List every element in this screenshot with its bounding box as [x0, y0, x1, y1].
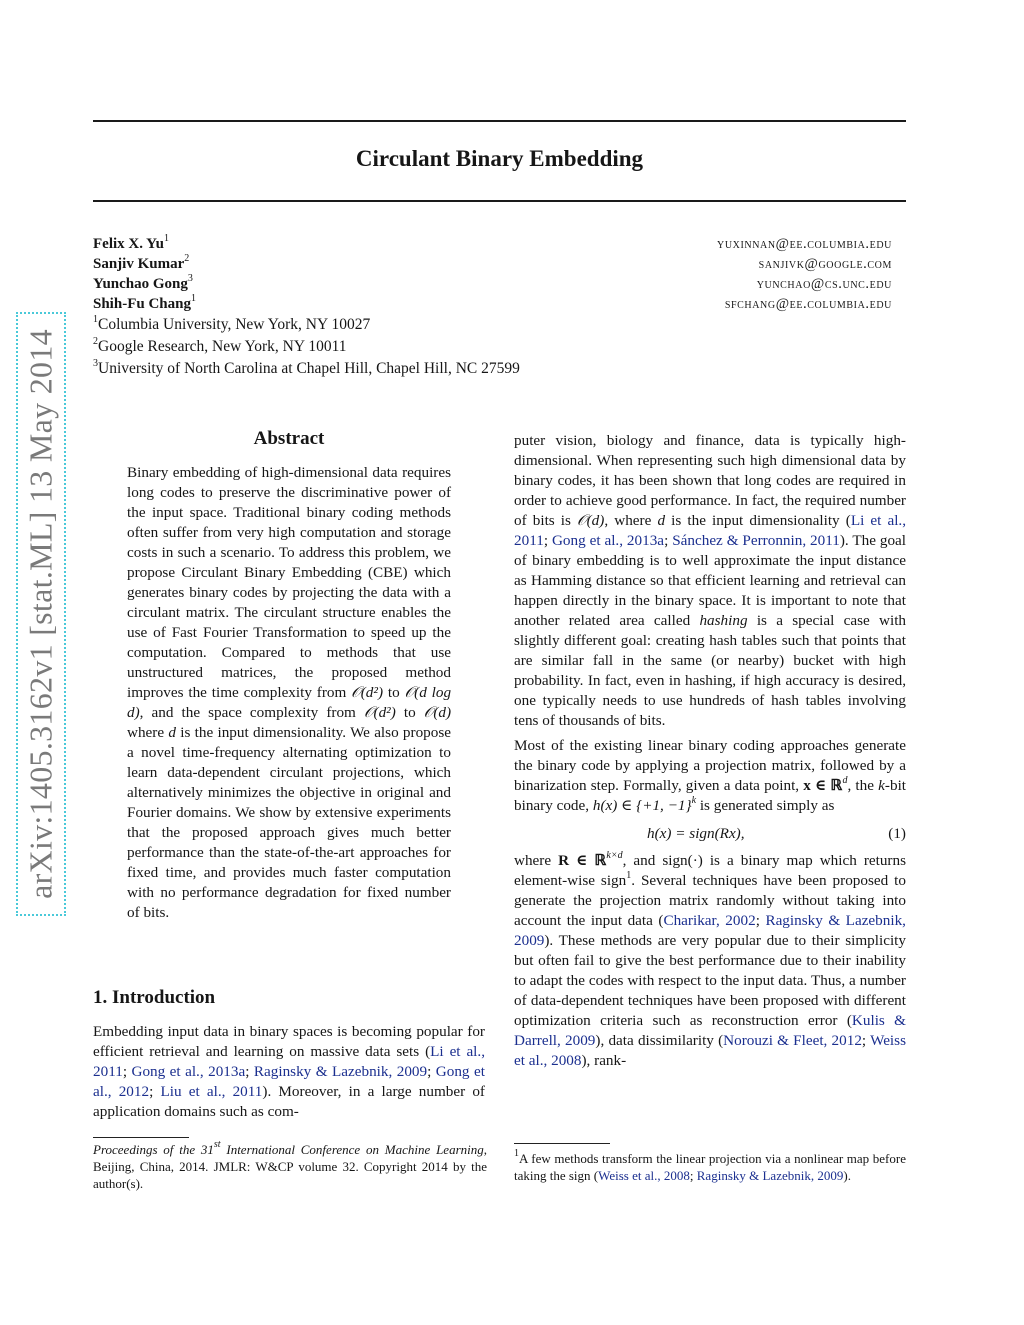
affiliation-sup: 3	[93, 358, 98, 369]
citation-link[interactable]: Weiss et al., 2008	[514, 1032, 906, 1069]
author-sup: 1	[163, 233, 169, 244]
math-sup: d	[842, 775, 848, 786]
body-text: . Several techniques have been proposed to generate the projection matrix randomly without taking into account the input data (	[514, 872, 906, 929]
body-text: is generated simply as	[699, 797, 835, 814]
abstract-text: Binary embedding of high-dimensional data requires long codes to preserve the discriminative power of the input space. Traditional binary coding methods often suffer from very high computation and storage costs in such a scenario. To address this problem, we propose Circulant Binary Embedding (CBE) which generates binary codes by projecting the data with a circulant matrix. The circulant structure enables the use of Fast Fourier Transformation to speed up the computation. Compared to methods that use unstructured matrices, the proposed method improves the time complexity from	[127, 464, 451, 701]
equation-body: h(x) = sign(Rx),	[647, 825, 745, 842]
footnote-marker[interactable]: 1	[626, 870, 632, 881]
title-top-rule	[93, 120, 906, 122]
math-expr: 𝒪(d)	[423, 704, 452, 721]
section-heading: 1. Introduction	[93, 987, 216, 1008]
affiliation-text: Columbia University, New York, NY 10027	[98, 316, 371, 333]
footnote-1: $^1$A few methods transform the linear projection via a nonlinear map before taking the sign (Weiss et al., 2008; Raginsky & Lazebnik, 2009).	[514, 1148, 906, 1183]
author-block	[93, 234, 906, 380]
title-bottom-rule	[93, 200, 906, 202]
abstract-text: to	[387, 684, 400, 701]
abstract-text: where	[127, 724, 165, 741]
body-text: , and sign(·) is a binary map which returns element-wise sign	[514, 852, 906, 889]
citation-link[interactable]: Raginsky & Lazebnik, 2009	[253, 1063, 428, 1080]
citation-link[interactable]: Raginsky & Lazebnik, 2009	[514, 912, 906, 949]
equation-number: (1)	[888, 825, 906, 842]
author-name: Felix X. Yu	[93, 236, 164, 252]
paragraph: where R ∈ ℝ$^{k\times d}$, and sign(·) is a binary map which returns element-wise sign$^1$. Several techniques have been proposed to generate the projection matrix randomly without taking into account the input data (Charikar, 2002; Raginsky & Lazebnik, 2009). These methods are very popular due to their simplicity but often fail to give the best performance due to their inability to adapt the codes with respect to the input data. Thus, a number of data-dependent techniques have been proposed with different optimization criteria such as reconstruction error (Kulis & Darrell, 2009), data dissimilarity (Norouzi & Fleet, 2012; Weiss et al., 2008), rank-	[514, 850, 906, 1069]
author-row	[93, 294, 906, 314]
math-expr: k	[878, 777, 885, 794]
paper-title: Circulant Binary Embedding	[355, 146, 644, 171]
affiliation-text: University of North Carolina at Chapel Hill, Chapel Hill, NC 27599	[98, 360, 520, 377]
abstract-text: , and the space complexity from	[139, 704, 356, 721]
author-sup: 1	[190, 293, 196, 304]
footnote-rule	[93, 1137, 189, 1138]
author-email[interactable]: sfchang@ee.columbia.edu	[724, 296, 892, 312]
body-text: -bit binary code,	[514, 777, 907, 814]
citation-link[interactable]: Norouzi & Fleet, 2012	[723, 1032, 862, 1049]
abstract-heading: Abstract	[253, 428, 325, 449]
footnote-text: ).	[843, 1168, 851, 1183]
abstract-text: to	[403, 704, 416, 721]
body-text: is a special case with slightly different goal: creating hash tables such that points that are similar fall in the same (or nearby) bucket with high probability. In fact, even in hashing, if high accuracy is desired, one typically needs to use hundreds of hash tables involving tens of thousands of bits.	[514, 612, 907, 729]
intro-text: ). Moreover, in a large number of application domains such as com-	[93, 1083, 485, 1120]
body-text: Most of the existing linear binary coding approaches generate the binary code by applying a projection matrix, followed by a binarization step. Formally, given a data point,	[514, 737, 906, 794]
author-email[interactable]: yuxinnan@ee.columbia.edu	[717, 236, 892, 252]
citation-link[interactable]: Gong et al., 2013a	[551, 532, 665, 549]
citation-link[interactable]: Charikar, 2002	[663, 912, 756, 929]
citation-link[interactable]: Gong et al., 2013a	[131, 1063, 246, 1080]
author-name: Yunchao Gong	[93, 276, 188, 292]
author-sup: 3	[187, 273, 193, 284]
affiliation	[93, 314, 906, 336]
author-sup: 2	[184, 253, 190, 264]
math-expr: h(x) ∈ {+1, −1}	[592, 797, 692, 814]
body-text: , the	[847, 777, 874, 794]
math-sup: k	[691, 795, 697, 806]
author-email[interactable]: yunchao@cs.unc.edu	[756, 276, 892, 292]
citation-link[interactable]: Weiss et al., 2008	[598, 1168, 690, 1183]
author-name: Sanjiv Kumar	[93, 256, 185, 272]
citation-link[interactable]: Liu et al., 2011	[160, 1083, 263, 1100]
proceedings-footnote	[93, 1141, 487, 1192]
citation-link[interactable]: Li et al., 2011	[93, 1043, 485, 1080]
footnote-text: , Beijing, China, 2014. JMLR: W&CP volume 32. Copyright 2014 by the author(s).	[93, 1142, 487, 1191]
body-text: ), rank-	[581, 1052, 627, 1069]
emphasis-text: hashing	[699, 612, 748, 629]
body-text: ). The goal of binary embedding is to well approximate the input distance as Hamming distance so that efficient learning and retrieval can happen directly in the binary space. It is important to note that another related area called	[514, 532, 906, 629]
footnote-text: International Conference on Machine Learning	[226, 1142, 484, 1157]
citation-link[interactable]: Sánchez & Perronnin, 2011	[672, 532, 840, 549]
affiliation-sup: 1	[93, 314, 98, 325]
citation-link[interactable]: Kulis & Darrell, 2009	[514, 1012, 906, 1049]
affiliation	[93, 336, 906, 358]
affiliation-sup: 2	[93, 336, 98, 347]
math-expr: x ∈ ℝ	[803, 777, 843, 794]
intro-text: Embedding input data in binary spaces is becoming popular for efficient retrieval and learning on massive data sets (	[93, 1023, 485, 1060]
math-expr: 𝒪(d log d)	[127, 684, 452, 721]
abstract-text: is the input dimensionality. We also propose a novel time-frequency alternating optimization to learn data-dependent circulant projections, which alternatively minimizes the objective in original and Fourier domains. We show by extensive experiments that the proposed approach gives much better performance than the state-of-the-art approaches for fixed time, and provides much faster computation with no performance degradation for fixed number of bits.	[127, 724, 452, 921]
footnote-rule	[514, 1143, 610, 1144]
footnote-text: Proceedings of the	[93, 1142, 196, 1157]
arxiv-stamp: arXiv:1405.3162v1 [stat.ML] 13 May 2014	[22, 329, 59, 899]
footnote-text: 31	[200, 1142, 214, 1157]
footnote-text: A few methods transform the linear projection via a nonlinear map before taking the sign (	[514, 1151, 906, 1183]
math-expr: d	[168, 724, 176, 741]
body-text: ). These methods are very popular due to their simplicity but often fail to give the best performance due to their inability to adapt the codes with respect to the input data. Thus, a number of data-dependent techniques have been proposed with different optimization criteria such as reconstruction error (	[514, 932, 906, 1029]
math-expr: 𝒪(d)	[577, 512, 605, 529]
citation-link[interactable]: Raginsky & Lazebnik, 2009	[696, 1168, 844, 1183]
right-column	[514, 431, 906, 1076]
body-text: ), data dissimilarity (	[595, 1032, 724, 1049]
footnote-sup: 1	[514, 1148, 519, 1159]
author-name: Shih-Fu Chang	[93, 296, 191, 312]
affiliation-text: Google Research, New York, NY 10011	[98, 338, 347, 355]
equation-1	[514, 821, 906, 847]
author-row	[93, 254, 906, 274]
math-expr: 𝒪(d²)	[363, 704, 396, 721]
footnote-sup: st	[213, 1139, 221, 1150]
math-expr: R ∈ ℝ	[558, 852, 607, 869]
author-row	[93, 274, 906, 294]
math-expr: 𝒪(d²)	[351, 684, 384, 701]
abstract-body	[127, 463, 451, 923]
math-expr: d	[657, 512, 666, 529]
body-text: puter vision, biology and finance, data is typically high-dimensional. When representing such high dimensional data by binary codes, it has been shown that long codes are required in order to achieve good performance. In fact, the required number of bits is	[514, 432, 906, 529]
math-sup: k×d	[606, 850, 623, 861]
body-text: , where	[604, 512, 652, 529]
author-row	[93, 234, 906, 254]
paragraph	[514, 736, 906, 816]
author-email[interactable]: sanjivk@google.com	[758, 256, 892, 272]
affiliation	[93, 358, 906, 380]
paragraph: puter vision, biology and finance, data is typically high-dimensional. When representing such high dimensional data by binary codes, it has been shown that long codes are required in order to achieve good performance. In fact, the required number of bits is 𝒪(d), where d is the input dimensionality (Li et al., 2011; Gong et al., 2013a; Sánchez & Perronnin, 2011). The goal of binary embedding is to well approximate the input distance as Hamming distance so that efficient learning and retrieval can happen directly in the binary space. It is important to note that another related area called hashing is a special case with slightly different goal: creating hash tables such that points that are similar fall in the same (or nearby) bucket with high probability. In fact, even in hashing, if high accuracy is desired, one typically needs to use hundreds of hash tables involving tens of thousands of bits.	[514, 432, 907, 729]
introduction-body: Embedding input data in binary spaces is becoming popular for efficient retrieval and learning on massive data sets (Li et al., 2011; Gong et al., 2013a; Raginsky & Lazebnik, 2009; Gong et al., 2012; Liu et al., 2011). Moreover, in a large number of application domains such as com-	[93, 1023, 485, 1120]
citation-link[interactable]: Gong et al., 2012	[93, 1063, 485, 1100]
body-text: where	[514, 852, 552, 869]
citation-link[interactable]: Li et al., 2011	[514, 512, 907, 549]
body-text: is the input dimensionality (	[671, 512, 851, 529]
